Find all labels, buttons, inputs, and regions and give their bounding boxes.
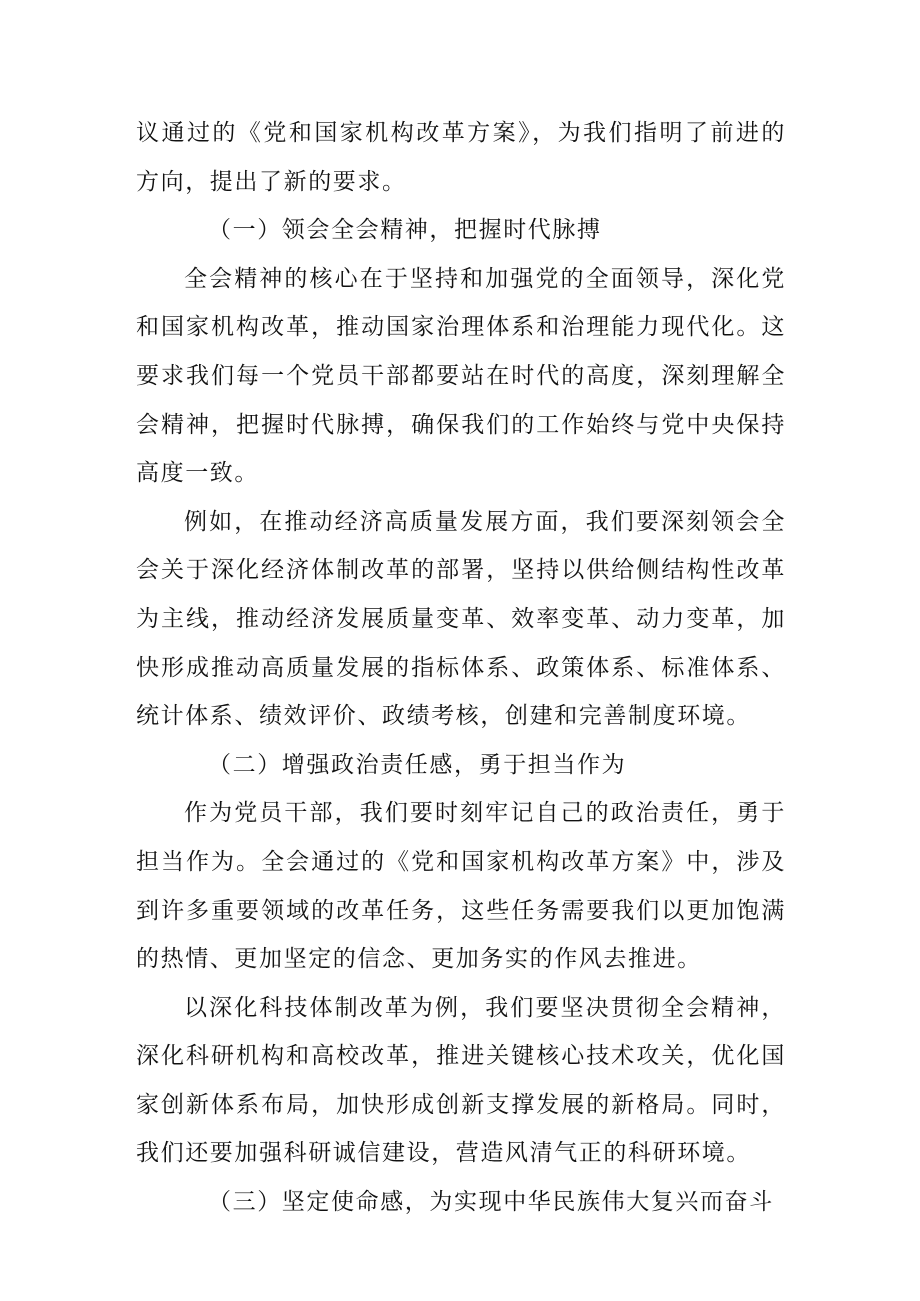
section-heading-1: （一）领会全会精神，把握时代脉搏 [208,217,602,244]
paragraph-body: 作为党员干部，我们要时刻牢记自己的政治责任，勇于担当作为。全会通过的《党和国家机构改革方案》中，涉及到许多重要领域的改革任务，这些任务需要我们以更加饱满的热情、更加坚定的信念、更加务实的作风去推进。 [136,800,786,973]
document-page [136,109,786,1227]
paragraph-body: 例如，在推动经济高质量发展方面，我们要深刻领会全会关于深化经济体制改革的部署，坚持以供给侧结构性改革为主线，推动经济发展质量变革、效率变革、动力变革，加快形成推动高质量发展的指标体系、政策体系、标准体系、统计体系、绩效评价、政绩考核，创建和完善制度环境。 [136,508,786,730]
section-heading-3: （三）坚定使命感，为实现中华民族伟大复兴而奋斗 [208,1189,774,1216]
section-heading-2: （二）增强政治责任感，勇于担当作为 [208,751,627,778]
paragraph-body: 以深化科技体制改革为例，我们要坚决贯彻全会精神，深化科研机构和高校改革，推进关键核心技术攻关，优化国家创新体系布局，加快形成创新支撑发展的新格局。同时，我们还要加强科研诚信建设，营造风清气正的科研环境。 [136,994,786,1167]
paragraph-body: 全会精神的核心在于坚持和加强党的全面领导，深化党和国家机构改革，推动国家治理体系和治理能力现代化。这要求我们每一个党员干部都要站在时代的高度，深刻理解全会精神，把握时代脉搏，确保我们的工作始终与党中央保持高度一致。 [136,265,786,487]
paragraph-continuation: 议通过的《党和国家机构改革方案》，为我们指明了前进的方向，提出了新的要求。 [136,120,786,195]
